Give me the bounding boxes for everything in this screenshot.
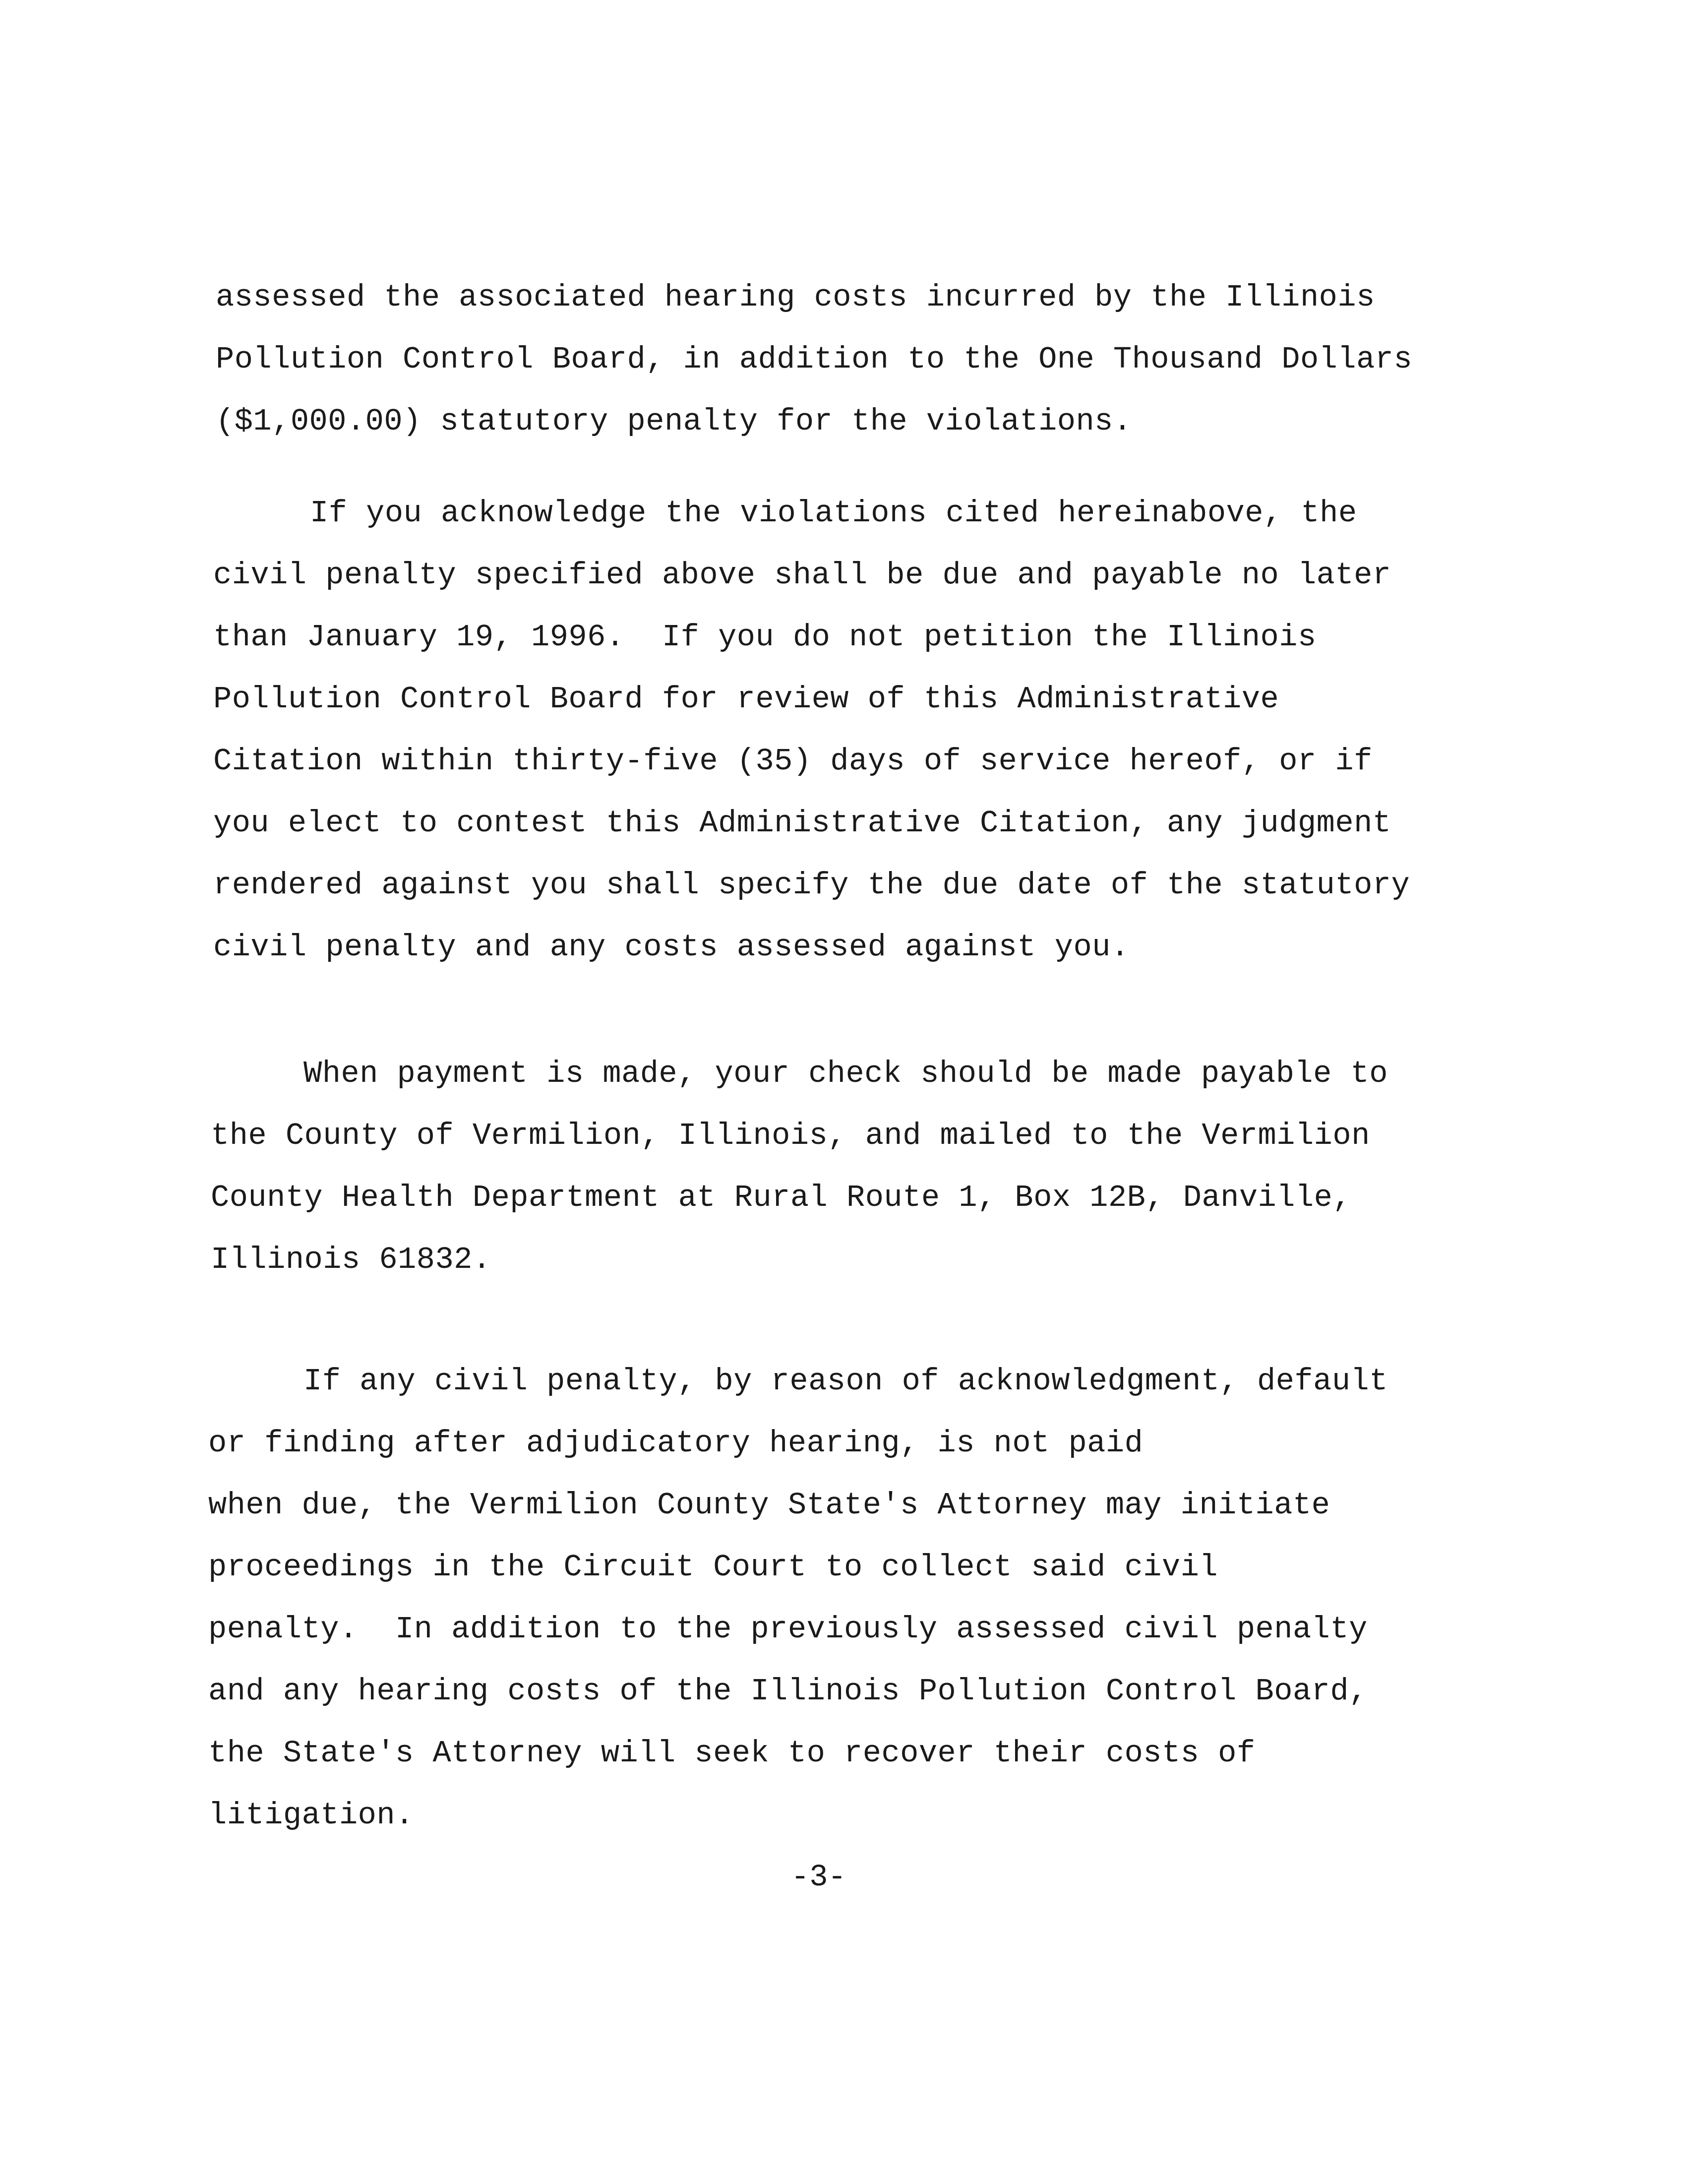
paragraph-line: or finding after adjudicatory hearing, is not paid (208, 1426, 1144, 1461)
paragraph-line: you elect to contest this Administrative Citation, any judgment (213, 806, 1391, 841)
paragraph-line: Pollution Control Board for review of this Administrative (213, 682, 1279, 717)
paragraph-line: rendered against you shall specify the due date of the statutory (213, 868, 1410, 903)
paragraph-line: When payment is made, your check should be made payable to (303, 1056, 1388, 1091)
paragraph-line: penalty. In addition to the previously assessed civil penalty (208, 1612, 1368, 1647)
paragraph-line: ($1,000.00) statutory penalty for the violations. (216, 404, 1132, 439)
paragraph-line: the County of Vermilion, Illinois, and mailed to the Vermilion (211, 1118, 1370, 1153)
paragraph-line: Citation within thirty-five (35) days of service hereof, or if (213, 744, 1373, 779)
paragraph-line: proceedings in the Circuit Court to collect said civil (208, 1550, 1218, 1585)
paragraph-line: Pollution Control Board, in addition to the One Thousand Dollars (216, 342, 1413, 377)
paragraph-line: civil penalty specified above shall be due and payable no later (213, 558, 1391, 593)
paragraph-line: assessed the associated hearing costs incurred by the Illinois (216, 280, 1375, 315)
paragraph-line: Illinois 61832. (211, 1242, 491, 1277)
paragraph-line: If you acknowledge the violations cited hereinabove, the (310, 496, 1357, 531)
paragraph-line: the State's Attorney will seek to recover their costs of (208, 1736, 1256, 1771)
paragraph-line: litigation. (208, 1798, 414, 1833)
paragraph-line: County Health Department at Rural Route 1, Box 12B, Danville, (211, 1180, 1352, 1215)
page-number: -3- (791, 1860, 846, 1895)
paragraph-line: If any civil penalty, by reason of acknowledgment, default (303, 1364, 1388, 1399)
paragraph-line: than January 19, 1996. If you do not petition the Illinois (213, 620, 1317, 655)
paragraph-line: civil penalty and any costs assessed against you. (213, 930, 1130, 965)
paragraph-line: when due, the Vermilion County State's Attorney may initiate (208, 1488, 1330, 1523)
paragraph-line: and any hearing costs of the Illinois Pollution Control Board, (208, 1674, 1368, 1709)
